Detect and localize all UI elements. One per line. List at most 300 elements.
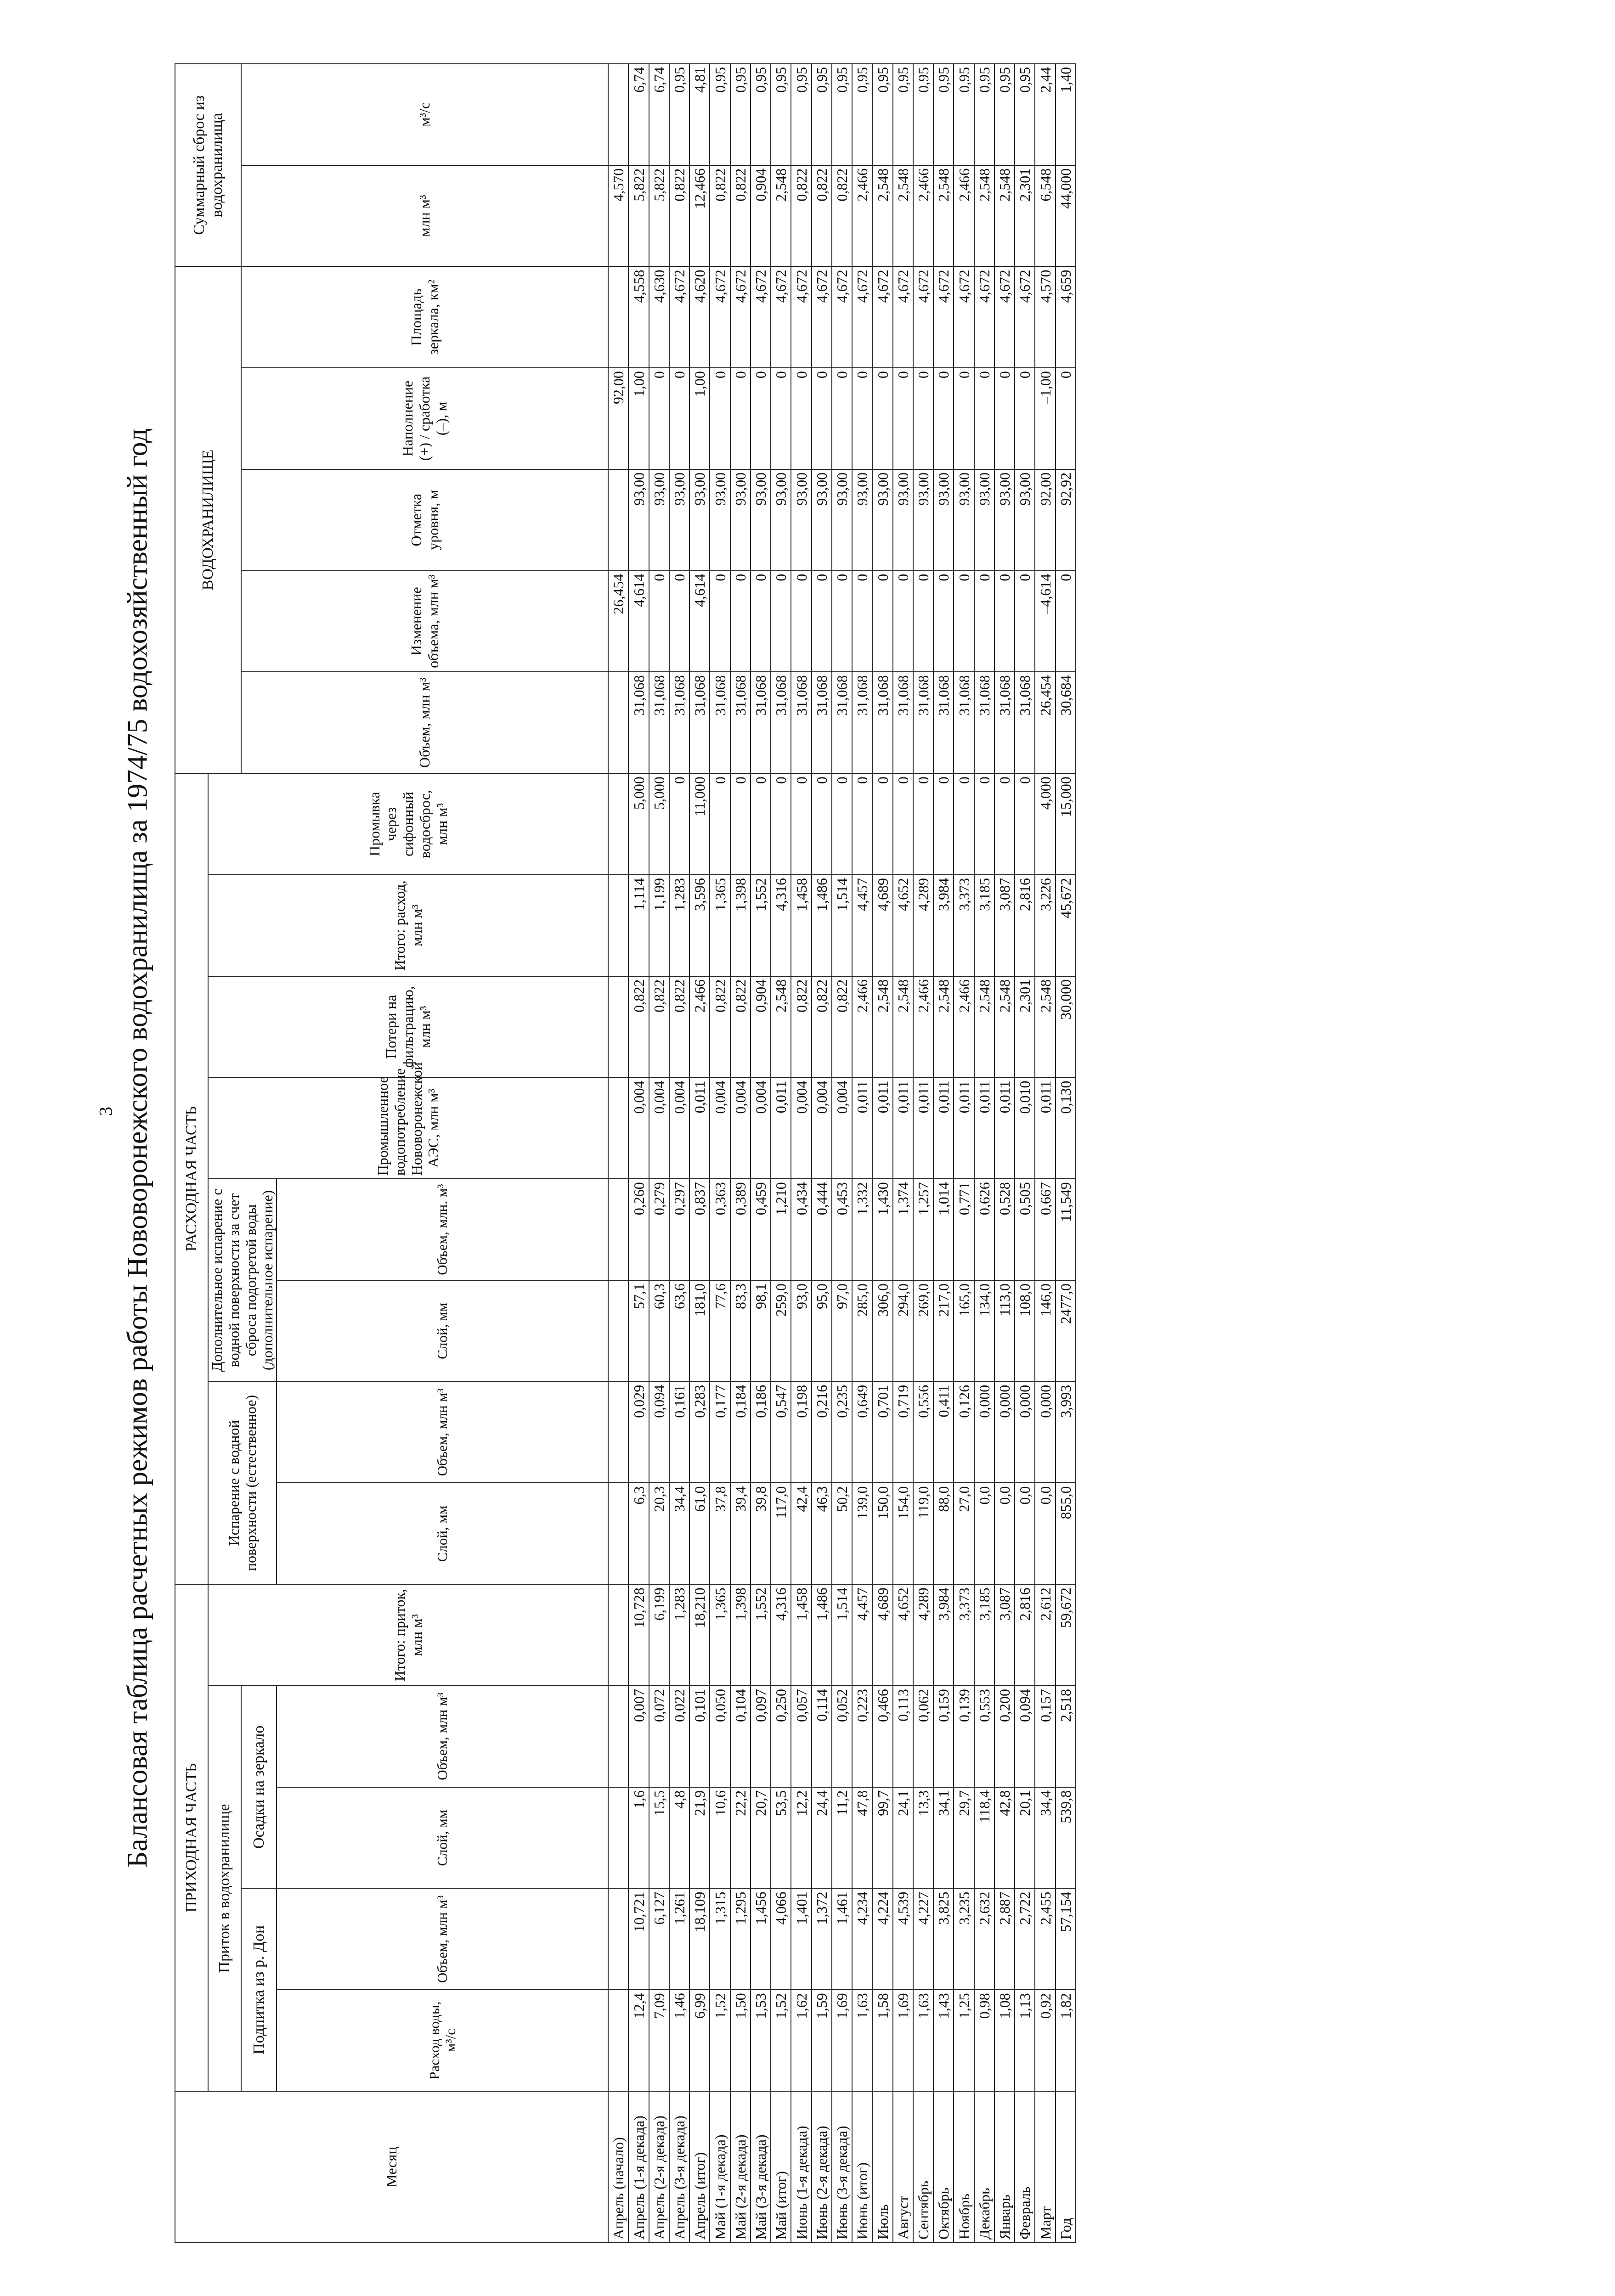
value-cell: 1,261 bbox=[669, 1889, 689, 1990]
value-cell: 1,401 bbox=[791, 1889, 811, 1990]
value-cell: 0,389 bbox=[730, 1179, 751, 1280]
value-cell: 93,00 bbox=[649, 469, 669, 571]
value-cell: 4,672 bbox=[771, 266, 791, 368]
value-cell: 0,186 bbox=[751, 1382, 771, 1483]
value-cell: 1,13 bbox=[1015, 1990, 1035, 2091]
value-cell: 4,672 bbox=[872, 266, 892, 368]
value-cell: 0,95 bbox=[832, 64, 852, 165]
value-cell: 3,373 bbox=[954, 875, 974, 976]
value-cell: 10,6 bbox=[710, 1787, 730, 1889]
value-cell: 31,068 bbox=[893, 672, 913, 773]
value-cell: 0 bbox=[771, 571, 791, 672]
value-cell: 4,689 bbox=[872, 875, 892, 976]
value-cell: 93,00 bbox=[974, 469, 994, 571]
value-cell: 4,81 bbox=[689, 64, 710, 165]
value-cell: 2,548 bbox=[974, 165, 994, 267]
value-cell: 4,066 bbox=[771, 1889, 791, 1990]
value-cell: 1,014 bbox=[933, 1179, 954, 1280]
value-cell: 12,4 bbox=[628, 1990, 649, 2091]
value-cell: 0,010 bbox=[1015, 1077, 1035, 1179]
value-cell: 1,00 bbox=[689, 368, 710, 469]
value-cell: 1,486 bbox=[812, 1584, 832, 1686]
value-cell: 118,4 bbox=[974, 1787, 994, 1889]
value-cell: 97,0 bbox=[832, 1280, 852, 1382]
value-cell: 154,0 bbox=[893, 1483, 913, 1584]
value-cell: 53,5 bbox=[771, 1787, 791, 1889]
value-cell: 46,3 bbox=[812, 1483, 832, 1584]
value-cell bbox=[608, 1179, 628, 1280]
value-cell: 1,514 bbox=[832, 1584, 852, 1686]
value-cell bbox=[608, 1280, 628, 1382]
value-cell: 0,904 bbox=[751, 165, 771, 267]
table-row bbox=[893, 64, 913, 2243]
value-cell: 4,672 bbox=[832, 266, 852, 368]
month-cell: Август bbox=[893, 2091, 913, 2243]
value-cell: 2,466 bbox=[689, 976, 710, 1078]
value-cell: 4,689 bbox=[872, 1584, 892, 1686]
value-cell: 6,3 bbox=[628, 1483, 649, 1584]
value-cell: 31,068 bbox=[730, 672, 751, 773]
value-cell: 0,95 bbox=[872, 64, 892, 165]
table-row bbox=[628, 64, 649, 2243]
table-row bbox=[933, 64, 954, 2243]
value-cell: 4,539 bbox=[893, 1889, 913, 1990]
value-cell: 1,458 bbox=[791, 875, 811, 976]
value-cell: 2,887 bbox=[994, 1889, 1015, 1990]
value-cell: 34,1 bbox=[933, 1787, 954, 1889]
value-cell: 63,6 bbox=[669, 1280, 689, 1382]
value-cell: 6,199 bbox=[649, 1584, 669, 1686]
value-cell: 1,08 bbox=[994, 1990, 1015, 2091]
value-cell: 61,0 bbox=[689, 1483, 710, 1584]
value-cell: 0,011 bbox=[933, 1077, 954, 1179]
value-cell: 3,825 bbox=[933, 1889, 954, 1990]
table-row bbox=[1015, 64, 1035, 2243]
value-cell: 0 bbox=[812, 368, 832, 469]
value-cell: 0 bbox=[669, 368, 689, 469]
value-cell: 30,000 bbox=[1056, 976, 1076, 1078]
month-cell: Май (1-я декада) bbox=[710, 2091, 730, 2243]
value-cell: 0,95 bbox=[893, 64, 913, 165]
value-cell: 93,00 bbox=[933, 469, 954, 571]
value-cell: 1,82 bbox=[1056, 1990, 1076, 2091]
value-cell: 259,0 bbox=[771, 1280, 791, 1382]
value-cell: 4,316 bbox=[771, 875, 791, 976]
month-cell: Июнь (2-я декада) bbox=[812, 2091, 832, 2243]
value-cell: 1,210 bbox=[771, 1179, 791, 1280]
value-cell: 0,011 bbox=[994, 1077, 1015, 1179]
month-cell: Январь bbox=[994, 2091, 1015, 2243]
value-cell: 31,068 bbox=[791, 672, 811, 773]
table-row bbox=[832, 64, 852, 2243]
value-cell: 5,822 bbox=[628, 165, 649, 267]
value-cell: 4,672 bbox=[913, 266, 933, 368]
value-cell: 31,068 bbox=[832, 672, 852, 773]
value-cell: 11,549 bbox=[1056, 1179, 1076, 1280]
value-cell: 2,548 bbox=[771, 976, 791, 1078]
value-cell: 59,672 bbox=[1056, 1584, 1076, 1686]
value-cell: 108,0 bbox=[1015, 1280, 1035, 1382]
month-cell: Апрель (начало) bbox=[608, 2091, 628, 2243]
value-cell: 0 bbox=[933, 571, 954, 672]
value-cell: 0,113 bbox=[893, 1686, 913, 1787]
value-cell: 95,0 bbox=[812, 1280, 832, 1382]
table-row bbox=[710, 64, 730, 2243]
value-cell: 0,822 bbox=[832, 976, 852, 1078]
month-cell: Апрель (итог) bbox=[689, 2091, 710, 2243]
month-cell: Декабрь bbox=[974, 2091, 994, 2243]
value-cell: 2,548 bbox=[893, 165, 913, 267]
value-cell: 88,0 bbox=[933, 1483, 954, 1584]
value-cell: 0,200 bbox=[994, 1686, 1015, 1787]
value-cell: 1,456 bbox=[751, 1889, 771, 1990]
value-cell: 0,011 bbox=[689, 1077, 710, 1179]
value-cell: 0 bbox=[649, 368, 669, 469]
value-cell: 0,223 bbox=[852, 1686, 872, 1787]
value-cell: 1,53 bbox=[751, 1990, 771, 2091]
value-cell: 0 bbox=[751, 773, 771, 875]
value-cell: 0,701 bbox=[872, 1382, 892, 1483]
value-cell: 0,011 bbox=[913, 1077, 933, 1179]
month-cell: Июнь (итог) bbox=[852, 2091, 872, 2243]
value-cell: 0,004 bbox=[628, 1077, 649, 1179]
value-cell: 20,7 bbox=[751, 1787, 771, 1889]
value-cell: 0,547 bbox=[771, 1382, 791, 1483]
value-cell: 1,62 bbox=[791, 1990, 811, 2091]
value-cell: 11,2 bbox=[832, 1787, 852, 1889]
additional-evaporation-header: Дополнительное испарение с водной поверхности за счет сброса подогретой воды (дополнительное испарение) bbox=[208, 1179, 277, 1382]
value-cell: 0,528 bbox=[994, 1179, 1015, 1280]
month-cell: Апрель (2-я декада) bbox=[649, 2091, 669, 2243]
value-cell: 0,771 bbox=[954, 1179, 974, 1280]
value-cell: 4,457 bbox=[852, 875, 872, 976]
value-cell: 3,087 bbox=[994, 1584, 1015, 1686]
value-cell: 0 bbox=[893, 773, 913, 875]
value-cell: 0 bbox=[893, 571, 913, 672]
value-cell: 0 bbox=[872, 773, 892, 875]
value-cell: 1,59 bbox=[812, 1990, 832, 2091]
value-cell: 0 bbox=[1015, 773, 1035, 875]
evap-volume-header: Объем, млн м³ bbox=[277, 1382, 608, 1483]
value-cell: 4,672 bbox=[730, 266, 751, 368]
value-cell: 0,822 bbox=[812, 976, 832, 1078]
value-cell: 0,98 bbox=[974, 1990, 994, 2091]
value-cell: 0,198 bbox=[791, 1382, 811, 1483]
value-cell: 42,4 bbox=[791, 1483, 811, 1584]
value-cell: 0,022 bbox=[669, 1686, 689, 1787]
value-cell: 0,057 bbox=[791, 1686, 811, 1787]
value-cell: 0 bbox=[730, 368, 751, 469]
table-row bbox=[852, 64, 872, 2243]
value-cell: 22,2 bbox=[730, 1787, 751, 1889]
evaporation-header: Испарение с водной поверхности (естественное) bbox=[208, 1382, 277, 1585]
value-cell: 4,672 bbox=[710, 266, 730, 368]
value-cell: 0,95 bbox=[730, 64, 751, 165]
value-cell: 4,672 bbox=[1015, 266, 1035, 368]
value-cell: 2,548 bbox=[872, 976, 892, 1078]
value-cell: 2,548 bbox=[994, 165, 1015, 267]
value-cell: 0,837 bbox=[689, 1179, 710, 1280]
value-cell: 0,822 bbox=[730, 976, 751, 1078]
value-cell: 0 bbox=[710, 773, 730, 875]
table-row bbox=[669, 64, 689, 2243]
value-cell: 26,454 bbox=[1035, 672, 1055, 773]
table-row bbox=[1035, 64, 1055, 2243]
value-cell: 4,652 bbox=[893, 1584, 913, 1686]
table-row bbox=[791, 64, 811, 2243]
value-cell: 31,068 bbox=[994, 672, 1015, 773]
value-cell: 0,667 bbox=[1035, 1179, 1055, 1280]
value-cell: 2,548 bbox=[1035, 976, 1055, 1078]
value-cell: 0,822 bbox=[628, 976, 649, 1078]
value-cell: 4,672 bbox=[933, 266, 954, 368]
value-cell: 93,00 bbox=[628, 469, 649, 571]
month-cell: Сентябрь bbox=[913, 2091, 933, 2243]
value-cell: 0 bbox=[954, 368, 974, 469]
value-cell: 0,822 bbox=[730, 165, 751, 267]
value-cell: 0,101 bbox=[689, 1686, 710, 1787]
value-cell: 0,004 bbox=[751, 1077, 771, 1179]
value-cell: 2,466 bbox=[913, 976, 933, 1078]
value-cell: 1,365 bbox=[710, 1584, 730, 1686]
table-row bbox=[730, 64, 751, 2243]
value-cell: 0,130 bbox=[1056, 1077, 1076, 1179]
value-cell: 31,068 bbox=[689, 672, 710, 773]
value-cell: 0 bbox=[852, 368, 872, 469]
value-cell: 4,289 bbox=[913, 1584, 933, 1686]
value-cell: 1,295 bbox=[730, 1889, 751, 1990]
value-cell: 31,068 bbox=[852, 672, 872, 773]
value-cell: 0,004 bbox=[832, 1077, 852, 1179]
value-cell: 29,7 bbox=[954, 1787, 974, 1889]
value-cell: 146,0 bbox=[1035, 1280, 1055, 1382]
value-cell: 34,4 bbox=[1035, 1787, 1055, 1889]
income-header: ПРИХОДНАЯ ЧАСТЬ bbox=[175, 1584, 208, 2091]
value-cell: 1,43 bbox=[933, 1990, 954, 2091]
value-cell bbox=[608, 1584, 628, 1686]
value-cell bbox=[608, 266, 628, 368]
value-cell: 1,486 bbox=[812, 875, 832, 976]
value-cell: 0,822 bbox=[710, 976, 730, 1078]
value-cell: 0 bbox=[933, 773, 954, 875]
value-cell: 0,822 bbox=[791, 976, 811, 1078]
value-cell: 0,459 bbox=[751, 1179, 771, 1280]
value-cell: 30,684 bbox=[1056, 672, 1076, 773]
value-cell: –1,00 bbox=[1035, 368, 1055, 469]
value-cell: 7,09 bbox=[649, 1990, 669, 2091]
value-cell: 31,068 bbox=[628, 672, 649, 773]
document-title: Балансовая таблица расчетных режимов работы Нововоронежского водохранилища за 1974/75 водохозяйственный год bbox=[122, 428, 153, 1868]
value-cell: 4,570 bbox=[1035, 266, 1055, 368]
value-cell: 34,4 bbox=[669, 1483, 689, 1584]
value-cell: 26,454 bbox=[608, 571, 628, 672]
total-inflow-header: Итого: приток, млн м³ bbox=[208, 1584, 608, 1686]
value-cell: 1,50 bbox=[730, 1990, 751, 2091]
value-cell: 1,114 bbox=[628, 875, 649, 976]
value-cell: 2,44 bbox=[1035, 64, 1055, 165]
value-cell: 4,659 bbox=[1056, 266, 1076, 368]
value-cell: 0 bbox=[791, 368, 811, 469]
month-header: Месяц bbox=[175, 2091, 608, 2243]
value-cell: 181,0 bbox=[689, 1280, 710, 1382]
value-cell: 0,95 bbox=[669, 64, 689, 165]
value-cell: 1,398 bbox=[730, 1584, 751, 1686]
value-cell: 294,0 bbox=[893, 1280, 913, 1382]
value-cell: 93,00 bbox=[913, 469, 933, 571]
value-cell: 4,570 bbox=[608, 165, 628, 267]
area-header: Площадь зеркала, км² bbox=[241, 266, 608, 368]
value-cell: 31,068 bbox=[710, 672, 730, 773]
value-cell: 31,068 bbox=[771, 672, 791, 773]
value-cell: 0,004 bbox=[649, 1077, 669, 1179]
value-cell: 0,363 bbox=[710, 1179, 730, 1280]
value-cell: 0 bbox=[669, 571, 689, 672]
value-cell: 0 bbox=[1056, 571, 1076, 672]
value-cell: 0,553 bbox=[974, 1686, 994, 1787]
total-expense-header: Итого: расход, млн м³ bbox=[208, 875, 608, 976]
value-cell: 0 bbox=[751, 571, 771, 672]
value-cell: 4,289 bbox=[913, 875, 933, 976]
value-cell: 31,068 bbox=[872, 672, 892, 773]
value-cell: 18,109 bbox=[689, 1889, 710, 1990]
value-cell: 3,185 bbox=[974, 1584, 994, 1686]
table-row bbox=[812, 64, 832, 2243]
value-cell bbox=[608, 875, 628, 976]
value-cell: 0,126 bbox=[954, 1382, 974, 1483]
value-cell: 93,00 bbox=[669, 469, 689, 571]
balance-table-container bbox=[175, 64, 1074, 2243]
value-cell: 2,466 bbox=[852, 976, 872, 1078]
value-cell: 150,0 bbox=[872, 1483, 892, 1584]
value-cell: 0 bbox=[649, 571, 669, 672]
value-cell: 0 bbox=[954, 571, 974, 672]
value-cell: 4,672 bbox=[669, 266, 689, 368]
value-cell: 42,8 bbox=[994, 1787, 1015, 1889]
value-cell: 0 bbox=[852, 571, 872, 672]
table-row bbox=[872, 64, 892, 2243]
value-cell: 0 bbox=[994, 571, 1015, 672]
value-cell: 539,8 bbox=[1056, 1787, 1076, 1889]
value-cell: 39,4 bbox=[730, 1483, 751, 1584]
value-cell: 2,466 bbox=[852, 165, 872, 267]
table-row bbox=[689, 64, 710, 2243]
value-cell: 92,00 bbox=[608, 368, 628, 469]
fill-header: Наполнение (+) / сработка (–), м bbox=[241, 368, 608, 469]
value-cell: 1,46 bbox=[669, 1990, 689, 2091]
value-cell: 0,011 bbox=[893, 1077, 913, 1179]
value-cell: 1,69 bbox=[893, 1990, 913, 2091]
value-cell: 39,8 bbox=[751, 1483, 771, 1584]
value-cell: 47,8 bbox=[852, 1787, 872, 1889]
value-cell: 1,257 bbox=[913, 1179, 933, 1280]
value-cell: 0 bbox=[913, 368, 933, 469]
value-cell: 0,453 bbox=[832, 1179, 852, 1280]
value-cell: 3,993 bbox=[1056, 1382, 1076, 1483]
value-cell: 1,372 bbox=[812, 1889, 832, 1990]
value-cell: 0,822 bbox=[710, 165, 730, 267]
flow-rate-header: Расход воды, м³/с bbox=[277, 1990, 608, 2091]
value-cell: 0,011 bbox=[954, 1077, 974, 1179]
value-cell: 0,0 bbox=[974, 1483, 994, 1584]
value-cell: 0 bbox=[1015, 571, 1035, 672]
value-cell: 0,072 bbox=[649, 1686, 669, 1787]
value-cell: 2,548 bbox=[974, 976, 994, 1078]
value-cell: 4,614 bbox=[628, 571, 649, 672]
value-cell: 12,466 bbox=[689, 165, 710, 267]
value-cell: 0,161 bbox=[669, 1382, 689, 1483]
value-cell: 5,822 bbox=[649, 165, 669, 267]
value-cell: 0 bbox=[994, 773, 1015, 875]
value-cell: 4,620 bbox=[689, 266, 710, 368]
value-cell: 1,374 bbox=[893, 1179, 913, 1280]
value-cell: 0,260 bbox=[628, 1179, 649, 1280]
value-cell: 1,430 bbox=[872, 1179, 892, 1280]
value-cell bbox=[608, 1787, 628, 1889]
value-cell: 20,1 bbox=[1015, 1787, 1035, 1889]
value-cell: 1,52 bbox=[710, 1990, 730, 2091]
inflow-header: Приток в водохранилище bbox=[208, 1686, 241, 2091]
value-cell bbox=[608, 1483, 628, 1584]
value-cell: 1,552 bbox=[751, 1584, 771, 1686]
value-cell: 0,95 bbox=[791, 64, 811, 165]
value-cell: 0,434 bbox=[791, 1179, 811, 1280]
value-cell: 1,6 bbox=[628, 1787, 649, 1889]
value-cell: 2,466 bbox=[954, 976, 974, 1078]
value-cell: 31,068 bbox=[669, 672, 689, 773]
value-cell bbox=[608, 469, 628, 571]
value-cell: 0,235 bbox=[832, 1382, 852, 1483]
value-cell: 0 bbox=[872, 368, 892, 469]
value-cell: 11,000 bbox=[689, 773, 710, 875]
value-cell: 93,00 bbox=[1015, 469, 1035, 571]
value-cell: 269,0 bbox=[913, 1280, 933, 1382]
value-cell: 1,552 bbox=[751, 875, 771, 976]
value-cell: 0 bbox=[751, 368, 771, 469]
balance-table bbox=[175, 63, 1076, 2243]
value-cell: 27,0 bbox=[954, 1483, 974, 1584]
value-cell: 93,00 bbox=[710, 469, 730, 571]
value-cell: 1,58 bbox=[872, 1990, 892, 2091]
value-cell: 18,210 bbox=[689, 1584, 710, 1686]
value-cell: 0,157 bbox=[1035, 1686, 1055, 1787]
value-cell: 1,69 bbox=[832, 1990, 852, 2091]
value-cell: 0,216 bbox=[812, 1382, 832, 1483]
value-cell: 31,068 bbox=[812, 672, 832, 773]
value-cell: 113,0 bbox=[994, 1280, 1015, 1382]
value-cell bbox=[608, 976, 628, 1078]
value-cell: 15,5 bbox=[649, 1787, 669, 1889]
value-cell: 0,050 bbox=[710, 1686, 730, 1787]
value-cell: 0,177 bbox=[710, 1382, 730, 1483]
value-cell: 0 bbox=[771, 368, 791, 469]
value-cell: 0 bbox=[974, 368, 994, 469]
value-cell: 93,00 bbox=[852, 469, 872, 571]
value-cell: 0 bbox=[812, 571, 832, 672]
value-cell: 0,011 bbox=[1035, 1077, 1055, 1179]
value-cell: 2,548 bbox=[872, 165, 892, 267]
value-cell: 24,1 bbox=[893, 1787, 913, 1889]
value-cell: 1,52 bbox=[771, 1990, 791, 2091]
value-cell: 0 bbox=[913, 571, 933, 672]
table-row bbox=[649, 64, 669, 2243]
table-row bbox=[608, 64, 628, 2243]
value-cell: 0,000 bbox=[974, 1382, 994, 1483]
value-cell: 0,184 bbox=[730, 1382, 751, 1483]
value-cell: 0 bbox=[974, 571, 994, 672]
value-cell: 57,154 bbox=[1056, 1889, 1076, 1990]
month-cell: Июль bbox=[872, 2091, 892, 2243]
value-cell: 37,8 bbox=[710, 1483, 730, 1584]
